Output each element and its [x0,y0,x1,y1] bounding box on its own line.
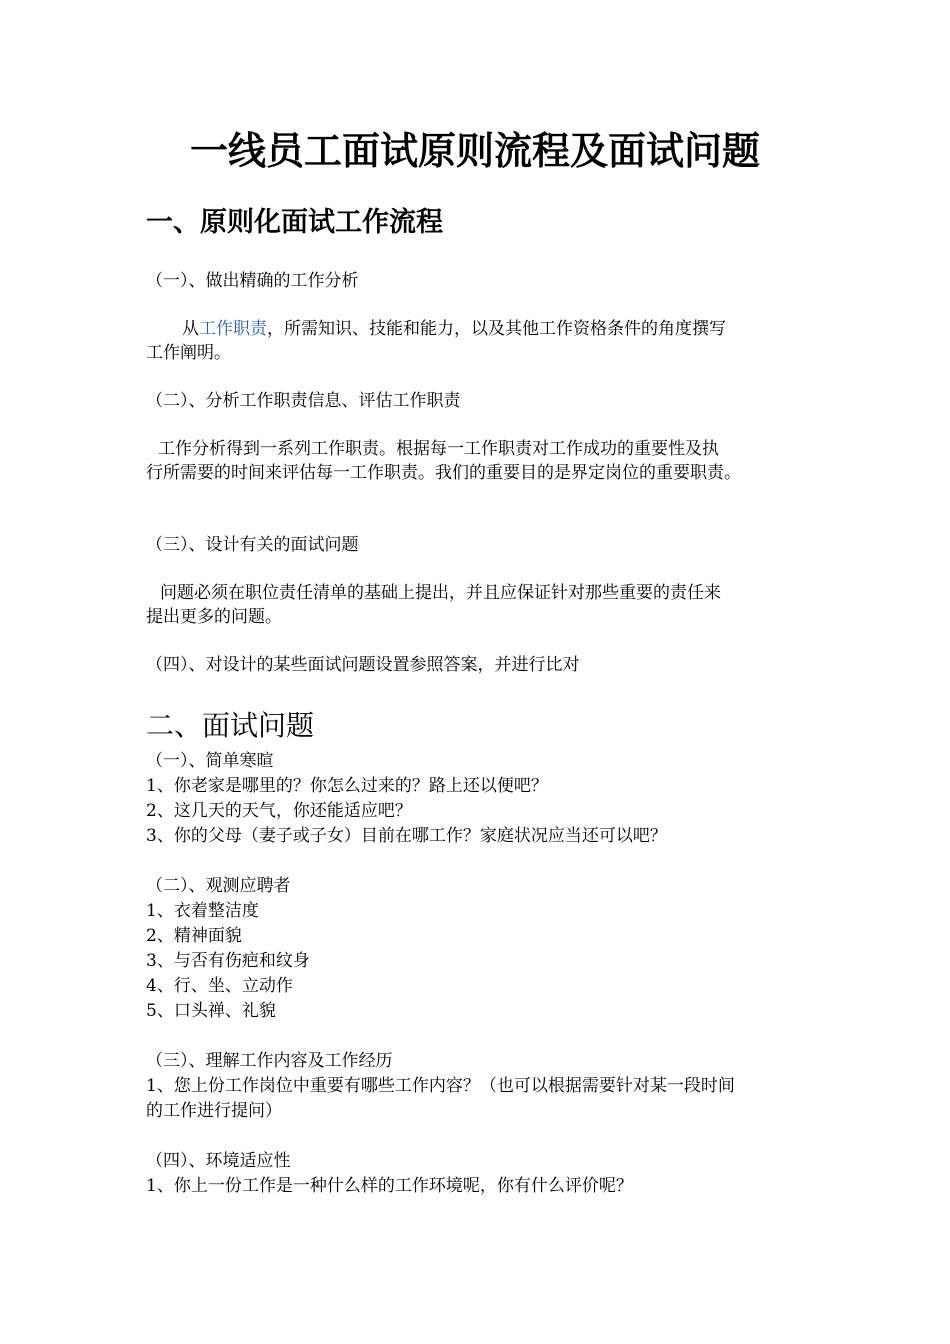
section-heading-principles: 一、原则化面试工作流程 [146,207,443,238]
list-item: 3、你的父母（妻子或子女）目前在哪工作？家庭状况应当还可以吧？ [146,826,667,846]
list-item: 5、口头禅、礼貌 [146,1001,276,1021]
list-item: 2、这几天的天气，你还能适应吧？ [146,801,412,821]
list-item: 1、衣着整洁度 [146,901,259,921]
step-paragraph-3-line-1: 问题必须在职位责任清单的基础上提出，并且应保证针对那些重要的责任来 [160,583,721,603]
group-heading-observe: （二）、观测应聘者 [146,876,291,896]
step-heading-2: （二）、分析工作职责信息、评估工作职责 [146,391,461,411]
list-item: 2、精神面貌 [146,926,242,946]
text-fragment: ，所需知识、技能和能力，以及其他工作资格条件的角度撰写 [267,319,726,339]
step-paragraph-1-line-2: 工作阐明。 [146,343,231,363]
text-fragment: 从 [182,319,199,339]
list-item: 1、您上份工作岗位中重要有哪些工作内容？（也可以根据需要针对某一段时间 [146,1076,735,1096]
step-paragraph-1-line-1 [182,318,726,340]
step-heading-4: （四）、对设计的某些面试问题设置参照答案，并进行比对 [146,655,580,675]
list-item: 4、行、坐、立动作 [146,976,293,996]
step-paragraph-2-line-1: 工作分析得到一系列工作职责。根据每一工作职责对工作成功的重要性及执 [158,439,719,459]
group-heading-work-experience: （三）、理解工作内容及工作经历 [146,1051,393,1071]
list-item-continuation: 的工作进行提问） [146,1101,282,1121]
step-paragraph-3-line-2: 提出更多的问题。 [146,607,282,627]
step-paragraph-2-line-2: 行所需要的时间来评估每一工作职责。我们的重要目的是界定岗位的重要职责。 [146,463,741,483]
list-item: 1、你老家是哪里的？你怎么过来的？路上还以便吧？ [146,776,548,796]
step-heading-1: （一）、做出精确的工作分析 [146,271,359,291]
group-heading-greeting: （一）、简单寒暄 [146,751,274,771]
job-duties-link[interactable]: 工作职责 [199,319,267,339]
group-heading-adaptability: （四）、环境适应性 [146,1151,291,1171]
document-title: 一线员工面试原则流程及面试问题 [189,129,760,173]
list-item: 1、你上一份工作是一种什么样的工作环境呢，你有什么评价呢？ [146,1176,633,1196]
section-heading-questions: 二、面试问题 [146,709,315,742]
list-item: 3、与否有伤疤和纹身 [146,951,310,971]
step-heading-3: （三）、设计有关的面试问题 [146,535,359,555]
